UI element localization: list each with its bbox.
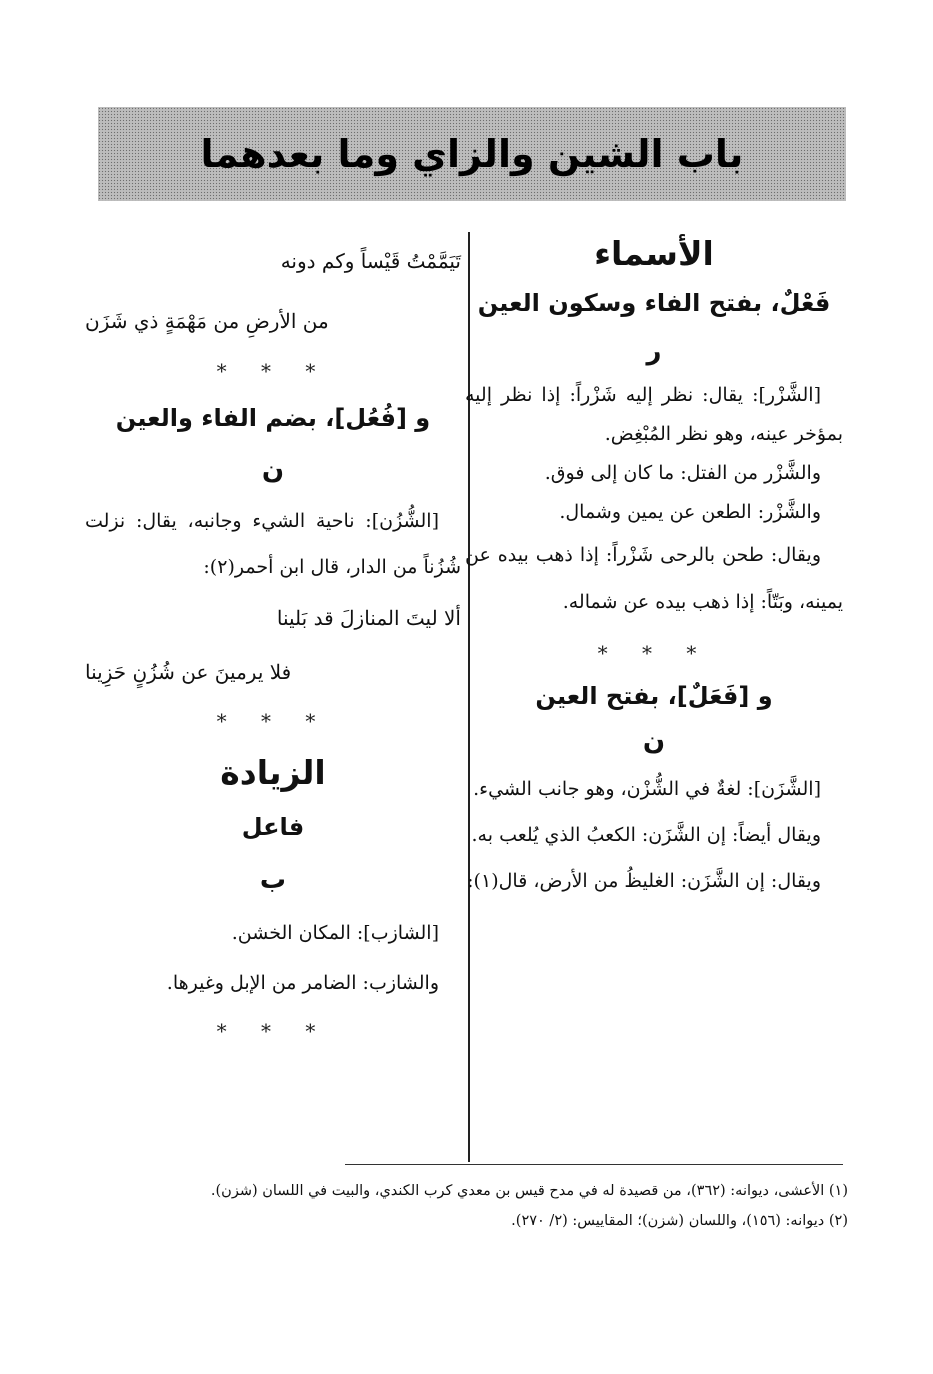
section-heading-addition: الزيادة xyxy=(220,753,326,792)
chapter-title: باب الشين والزاي وما بعدهما xyxy=(200,132,744,176)
pattern-heading-faal: و [فَعَلٌ]، بفتح العين xyxy=(535,682,773,710)
pattern-heading-fal: فَعْلٌ، بفتح الفاء وسكون العين xyxy=(477,289,831,317)
letter-heading-ra: ر xyxy=(646,336,662,366)
letter-heading-ba: ب xyxy=(259,865,287,895)
entry-text: [الشَّزَن]: لغةٌ في الشُّزْن، وهو جانب الشيء. xyxy=(473,778,821,800)
verse-line: من الأرضِ من مَهْمَةٍ ذي شَزَن xyxy=(85,309,329,333)
entry-text: [الشَّزْر]: يقال: نظر إليه شَزْراً: إذا نظر إليه بمؤخر عينه، وهو نظر المُبْغِض. xyxy=(465,384,843,445)
separator-stars: * * * xyxy=(216,1019,330,1043)
footnotes xyxy=(88,1176,848,1236)
separator-stars: * * * xyxy=(216,359,330,383)
separator-stars: * * * xyxy=(216,709,330,733)
letter-heading-nun: ن xyxy=(261,455,285,485)
verse-line: ألا ليتَ المنازلَ قد بَلينا xyxy=(276,606,461,630)
letter-heading-nun: ن xyxy=(642,726,666,756)
entry-text: ويقال أيضاً: إن الشَّزَن: الكعبُ الذي يُلعب به. xyxy=(471,824,821,846)
entry-text: ويقال: إن الشَّزَن: الغليظُ من الأرض، قال(١): xyxy=(467,870,821,892)
entry-text: والشازب: الضامر من الإبل وغيرها. xyxy=(166,972,439,994)
right-column xyxy=(465,228,843,904)
separator-stars: * * * xyxy=(597,641,711,665)
pattern-heading-fuul: و [فُعُل]، بضم الفاء والعين xyxy=(115,404,431,432)
verse-line: فلا يرمينَ عن شُزُنٍ حَزِينا xyxy=(85,660,292,684)
entry-text: والشَّزْر: الطعن عن يمين وشمال. xyxy=(559,501,821,523)
section-heading-nouns: الأسماء xyxy=(594,234,714,273)
entry-text: [الشازب]: المكان الخشن. xyxy=(231,922,439,944)
entry-text: [الشُّزُن]: ناحية الشيء وجانبه، يقال: نزلت شُزُناً من الدار، قال ابن أحمر(٢): xyxy=(85,510,461,578)
verse-line: تَيَمَّمْتُ قَيْساً وكم دونه xyxy=(280,249,461,273)
footnote-2: (٢) ديوانه: (١٥٦)، واللسان (شزن)؛ المقاييس: (٢/ ٢٧٠). xyxy=(511,1213,848,1229)
footnote-1: (١) الأعشى، ديوانه: (٣٦٢)، من قصيدة له في مدح قيس بن معدي كرب الكندي، والبيت في اللسان (شزن). xyxy=(210,1183,848,1199)
entry-text: والشَّزْر من الفتل: ما كان إلى فوق. xyxy=(544,462,821,484)
chapter-banner xyxy=(98,107,846,201)
pattern-heading-faail: فاعل xyxy=(241,813,305,841)
entry-text: ويقال: طحن بالرحى شَزْراً: إذا ذهب بيده عن يمينه، وبَتّاً: إذا ذهب بيده عن شماله. xyxy=(465,544,843,613)
footnote-rule xyxy=(345,1164,843,1165)
left-column xyxy=(85,228,461,1054)
